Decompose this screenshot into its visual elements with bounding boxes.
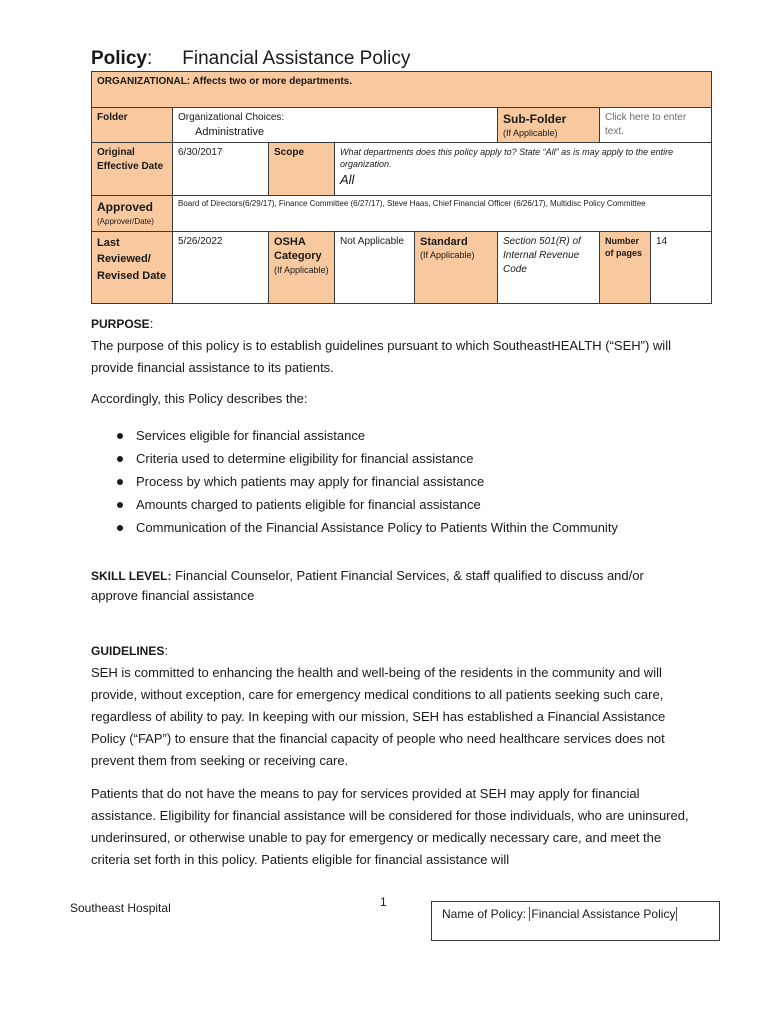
- policy-label: Policy: [91, 48, 147, 69]
- osha-note: (If Applicable): [274, 265, 329, 276]
- approved-cell: [92, 196, 173, 231]
- folder-label: Folder: [92, 108, 173, 143]
- skill-level-section: [91, 566, 691, 606]
- footer-name-label: Name of Policy:: [442, 907, 527, 921]
- skill-level-text: Financial Counselor, Patient Financial Services, & staff qualified to discuss and/or approve financial assistance: [91, 568, 644, 603]
- approved-note: (Approver/Date): [97, 216, 154, 226]
- purpose-section: [91, 313, 691, 379]
- osha-cell: [269, 231, 335, 303]
- subfolder-note: (If Applicable): [503, 128, 558, 139]
- policy-title: [91, 48, 410, 70]
- guidelines-paragraph-1: SEH is committed to enhancing the health and well-being of the residents in the community and will provide, without exception, care for emergency medical conditions to all patients seeking such care, regardless of ability to pay. In keeping with our mission, SEH has established a Financial Assistance Policy (“FAP”) to ensure that the financial capacity of people who need healthcare services does not prevent them from seeking or receiving care.: [91, 665, 666, 768]
- guidelines-colon: :: [164, 643, 168, 658]
- list-item: Process by which patients may apply for financial assistance: [136, 470, 618, 493]
- scope-cell: [335, 143, 712, 196]
- footer-hospital: Southeast Hospital: [70, 901, 171, 915]
- organizational-banner: ORGANIZATIONAL: Affects two or more departments.: [92, 72, 712, 108]
- last-reviewed-label: Last Reviewed/ Revised Date: [92, 231, 173, 303]
- standard-note: (If Applicable): [420, 250, 475, 261]
- folder-value: Administrative: [195, 125, 265, 138]
- standard-value: Section 501(R) of Internal Revenue Code: [498, 231, 600, 303]
- folder-value-cell: [173, 108, 498, 143]
- pages-value: 14: [651, 231, 712, 303]
- last-reviewed-value: 5/26/2022: [173, 231, 269, 303]
- policy-header-table: [91, 71, 712, 304]
- osha-label: OSHA Category: [274, 235, 322, 263]
- folder-choices-label: Organizational Choices:: [178, 112, 285, 123]
- purpose-colon: :: [149, 316, 154, 331]
- guidelines-heading: GUIDELINES: [91, 644, 165, 658]
- footer-name-value: Financial Assistance Policy: [531, 907, 676, 921]
- scope-label: Scope: [269, 143, 335, 196]
- purpose-bullet-list: [136, 424, 618, 539]
- subfolder-label: Sub-Folder: [503, 112, 567, 126]
- original-effective-date-label: Original Effective Date: [92, 143, 173, 196]
- osha-value: Not Applicable: [335, 231, 415, 303]
- approved-label: Approved: [97, 200, 154, 215]
- guidelines-section: [91, 640, 691, 772]
- page-number: 1: [380, 895, 387, 909]
- list-item: Communication of the Financial Assistance Policy to Patients Within the Community: [136, 516, 618, 539]
- purpose-describes: Accordingly, this Policy describes the:: [91, 391, 308, 406]
- subfolder-input[interactable]: Click here to enter text.: [600, 108, 712, 143]
- standard-label: Standard: [420, 235, 468, 248]
- original-effective-date-value: 6/30/2017: [173, 143, 269, 196]
- standard-cell: [415, 231, 498, 303]
- list-item: Services eligible for financial assistance: [136, 424, 618, 447]
- footer-policy-name-box: [431, 901, 720, 941]
- pages-label: Number of pages: [600, 231, 651, 303]
- purpose-heading: PURPOSE: [91, 317, 150, 331]
- scope-value: All: [340, 171, 355, 187]
- policy-name: Financial Assistance Policy: [182, 48, 411, 69]
- skill-level-heading: SKILL LEVEL:: [91, 569, 172, 583]
- approved-value: Board of Directors(6/29/17), Finance Committee (6/27/17), Steve Haas, Chief Financial Officer (6/26/17), Multidisc Policy Committee: [173, 196, 712, 231]
- guidelines-paragraph-2: Patients that do not have the means to pay for services provided at SEH may apply for financial assistance. Eligibility for financial assistance will be considered for those individuals, who are uninsured, underinsured, or otherwise unable to pay for emergency or medically necessary care, and meet the criteria set forth in this policy. Patients eligible for financial assistance will: [91, 786, 689, 867]
- subfolder-cell: [498, 108, 600, 143]
- list-item: Criteria used to determine eligibility for financial assistance: [136, 447, 618, 470]
- policy-colon: :: [146, 48, 153, 69]
- purpose-text: The purpose of this policy is to establish guidelines pursuant to which SoutheastHEALTH (“SEH”) will provide financial assistance to its patients.: [91, 338, 671, 375]
- scope-question: What departments does this policy apply to? State “All” as is may apply to the entire organization.: [340, 147, 674, 170]
- list-item: Amounts charged to patients eligible for financial assistance: [136, 493, 618, 516]
